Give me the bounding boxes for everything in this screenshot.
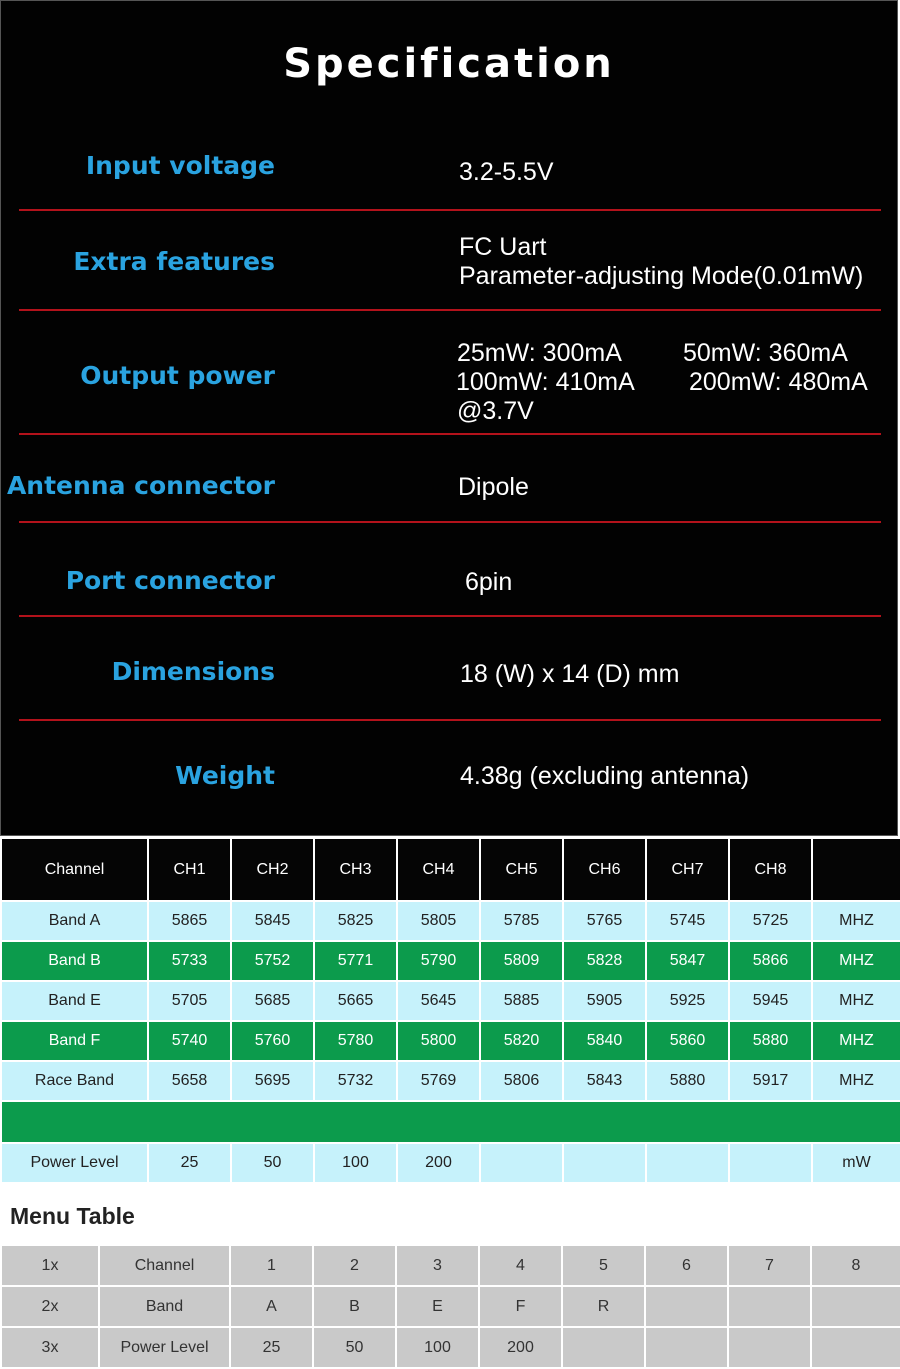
menu-cell: [811, 1327, 900, 1368]
table-cell: 5685: [231, 981, 314, 1021]
spec-divider: [19, 433, 881, 435]
table-cell: 5760: [231, 1021, 314, 1061]
table-cell: 5843: [563, 1061, 646, 1101]
menu-cell: 1x: [1, 1245, 99, 1286]
table-cell: 5800: [397, 1021, 480, 1061]
spec-label-extra-features: Extra features: [73, 247, 275, 276]
spacer-row: [1, 1101, 900, 1143]
power-pair: 100mW: 410mA: [456, 368, 635, 396]
spec-divider: [19, 521, 881, 523]
table-row: [1, 1061, 900, 1101]
table-cell: 5820: [480, 1021, 563, 1061]
table-cell: 200: [397, 1143, 480, 1183]
table-cell: [729, 1143, 812, 1183]
header-cell: [812, 838, 900, 901]
table-cell: [480, 1143, 563, 1183]
table-cell: 5809: [480, 941, 563, 981]
menu-cell: Band: [99, 1286, 230, 1327]
table-cell: 5805: [397, 901, 480, 941]
table-cell: 5665: [314, 981, 397, 1021]
menu-cell: A: [230, 1286, 313, 1327]
menu-cell: [645, 1286, 728, 1327]
table-row: [1, 941, 900, 981]
power-pair: 25mW: 300mA: [457, 339, 622, 367]
table-cell: 5733: [148, 941, 231, 981]
table-cell: 5925: [646, 981, 729, 1021]
table-cell: 5705: [148, 981, 231, 1021]
table-cell: 5865: [148, 901, 231, 941]
spec-divider: [19, 309, 881, 311]
power-pair: 200mW: 480mA: [689, 368, 868, 396]
table-cell: 5945: [729, 981, 812, 1021]
header-cell: CH6: [563, 838, 646, 901]
menu-cell: 6: [645, 1245, 728, 1286]
table-row: [1, 1021, 900, 1061]
menu-cell: 7: [728, 1245, 811, 1286]
unit-cell: MHZ: [812, 1021, 900, 1061]
header-cell: CH8: [729, 838, 812, 901]
unit-cell: MHZ: [812, 941, 900, 981]
power-level-row: [1, 1143, 900, 1183]
menu-cell: 1: [230, 1245, 313, 1286]
table-cell: 5860: [646, 1021, 729, 1061]
table-cell: 5880: [646, 1061, 729, 1101]
table-row: [1, 901, 900, 941]
table-cell: 5658: [148, 1061, 231, 1101]
table-cell: 5825: [314, 901, 397, 941]
spec-value-line: Dipole: [458, 473, 529, 501]
table-cell: 25: [148, 1143, 231, 1183]
spec-value-extra-features: [459, 233, 863, 291]
menu-table-title: Menu Table: [10, 1203, 135, 1229]
spacer-cell: [1, 1101, 900, 1143]
table-cell: 5780: [314, 1021, 397, 1061]
menu-row: [1, 1286, 900, 1327]
header-cell: CH5: [480, 838, 563, 901]
header-cell: CH2: [231, 838, 314, 901]
menu-cell: 50: [313, 1327, 396, 1368]
band-name: Band B: [1, 941, 148, 981]
unit-cell: MHZ: [812, 1061, 900, 1101]
spec-value-port-connector: [465, 568, 512, 597]
table-cell: 5732: [314, 1061, 397, 1101]
spec-value-line: Parameter-adjusting Mode(0.01mW): [459, 262, 864, 290]
table-cell: [646, 1143, 729, 1183]
table-cell: 5806: [480, 1061, 563, 1101]
menu-cell: [728, 1286, 811, 1327]
menu-cell: R: [562, 1286, 645, 1327]
menu-cell: 5: [562, 1245, 645, 1286]
power-level-label: Power Level: [1, 1143, 148, 1183]
menu-cell: B: [313, 1286, 396, 1327]
header-cell: CH4: [397, 838, 480, 901]
menu-row: [1, 1245, 900, 1286]
table-cell: 5771: [314, 941, 397, 981]
band-name: Band F: [1, 1021, 148, 1061]
spec-value-antenna-connector: [458, 473, 529, 502]
menu-cell: E: [396, 1286, 479, 1327]
spec-value-line: 4.38g (excluding antenna): [460, 762, 750, 790]
menu-cell: 3x: [1, 1327, 99, 1368]
menu-cell: [645, 1327, 728, 1368]
table-cell: 5745: [646, 901, 729, 941]
table-cell: 5866: [729, 941, 812, 981]
band-name: Race Band: [1, 1061, 148, 1101]
table-cell: 5885: [480, 981, 563, 1021]
power-note: @3.7V: [457, 397, 534, 425]
table-header-row: [1, 838, 900, 901]
table-cell: 50: [231, 1143, 314, 1183]
spec-value-weight: [460, 762, 749, 791]
table-cell: 5790: [397, 941, 480, 981]
table-cell: 5917: [729, 1061, 812, 1101]
table-row: [1, 981, 900, 1021]
spec-value-input-voltage: [459, 158, 554, 187]
table-cell: 5725: [729, 901, 812, 941]
table-cell: 5752: [231, 941, 314, 981]
menu-cell: 4: [479, 1245, 562, 1286]
table-cell: 5785: [480, 901, 563, 941]
menu-table: [0, 1244, 900, 1369]
spec-value-line: 6pin: [465, 568, 513, 596]
table-cell: 5695: [231, 1061, 314, 1101]
table-cell: [563, 1143, 646, 1183]
spec-value-line: 3.2-5.5V: [459, 158, 554, 186]
table-cell: 5740: [148, 1021, 231, 1061]
menu-cell: Power Level: [99, 1327, 230, 1368]
table-cell: 5905: [563, 981, 646, 1021]
spec-divider: [19, 209, 881, 211]
menu-cell: 25: [230, 1327, 313, 1368]
menu-cell: Channel: [99, 1245, 230, 1286]
spec-label-dimensions: Dimensions: [111, 657, 275, 686]
table-cell: 5880: [729, 1021, 812, 1061]
header-cell: CH7: [646, 838, 729, 901]
unit-cell: MHZ: [812, 981, 900, 1021]
table-cell: 100: [314, 1143, 397, 1183]
table-cell: 5845: [231, 901, 314, 941]
menu-cell: 2: [313, 1245, 396, 1286]
menu-row: [1, 1327, 900, 1368]
spec-value-line: 18 (W) x 14 (D) mm: [460, 660, 680, 688]
table-cell: 5840: [563, 1021, 646, 1061]
menu-cell: 2x: [1, 1286, 99, 1327]
power-pair: 50mW: 360mA: [683, 339, 848, 367]
unit-cell: MHZ: [812, 901, 900, 941]
table-cell: 5847: [646, 941, 729, 981]
spec-label-port-connector: Port connector: [65, 566, 275, 595]
spec-value-dimensions: [460, 660, 679, 689]
spec-value-line: FC Uart: [459, 233, 547, 261]
menu-cell: [728, 1327, 811, 1368]
table-cell: 5765: [563, 901, 646, 941]
menu-cell: [811, 1286, 900, 1327]
unit-cell: mW: [812, 1143, 900, 1183]
menu-cell: 200: [479, 1327, 562, 1368]
table-cell: 5769: [397, 1061, 480, 1101]
spec-title: Specification: [283, 41, 615, 87]
spec-divider: [19, 615, 881, 617]
menu-cell: F: [479, 1286, 562, 1327]
spec-label-output-power: Output power: [80, 361, 275, 390]
band-name: Band E: [1, 981, 148, 1021]
table-cell: 5828: [563, 941, 646, 981]
table-cell: 5645: [397, 981, 480, 1021]
header-cell: CH1: [148, 838, 231, 901]
spec-label-input-voltage: Input voltage: [85, 151, 275, 180]
spec-divider: [19, 719, 881, 721]
channel-frequency-table: [0, 837, 900, 1184]
spec-label-antenna-connector: Antenna connector: [6, 471, 275, 500]
menu-cell: 8: [811, 1245, 900, 1286]
header-cell: Channel: [1, 838, 148, 901]
menu-cell: 3: [396, 1245, 479, 1286]
band-name: Band A: [1, 901, 148, 941]
menu-cell: 100: [396, 1327, 479, 1368]
header-cell: CH3: [314, 838, 397, 901]
spec-label-weight: Weight: [175, 761, 275, 790]
menu-cell: [562, 1327, 645, 1368]
